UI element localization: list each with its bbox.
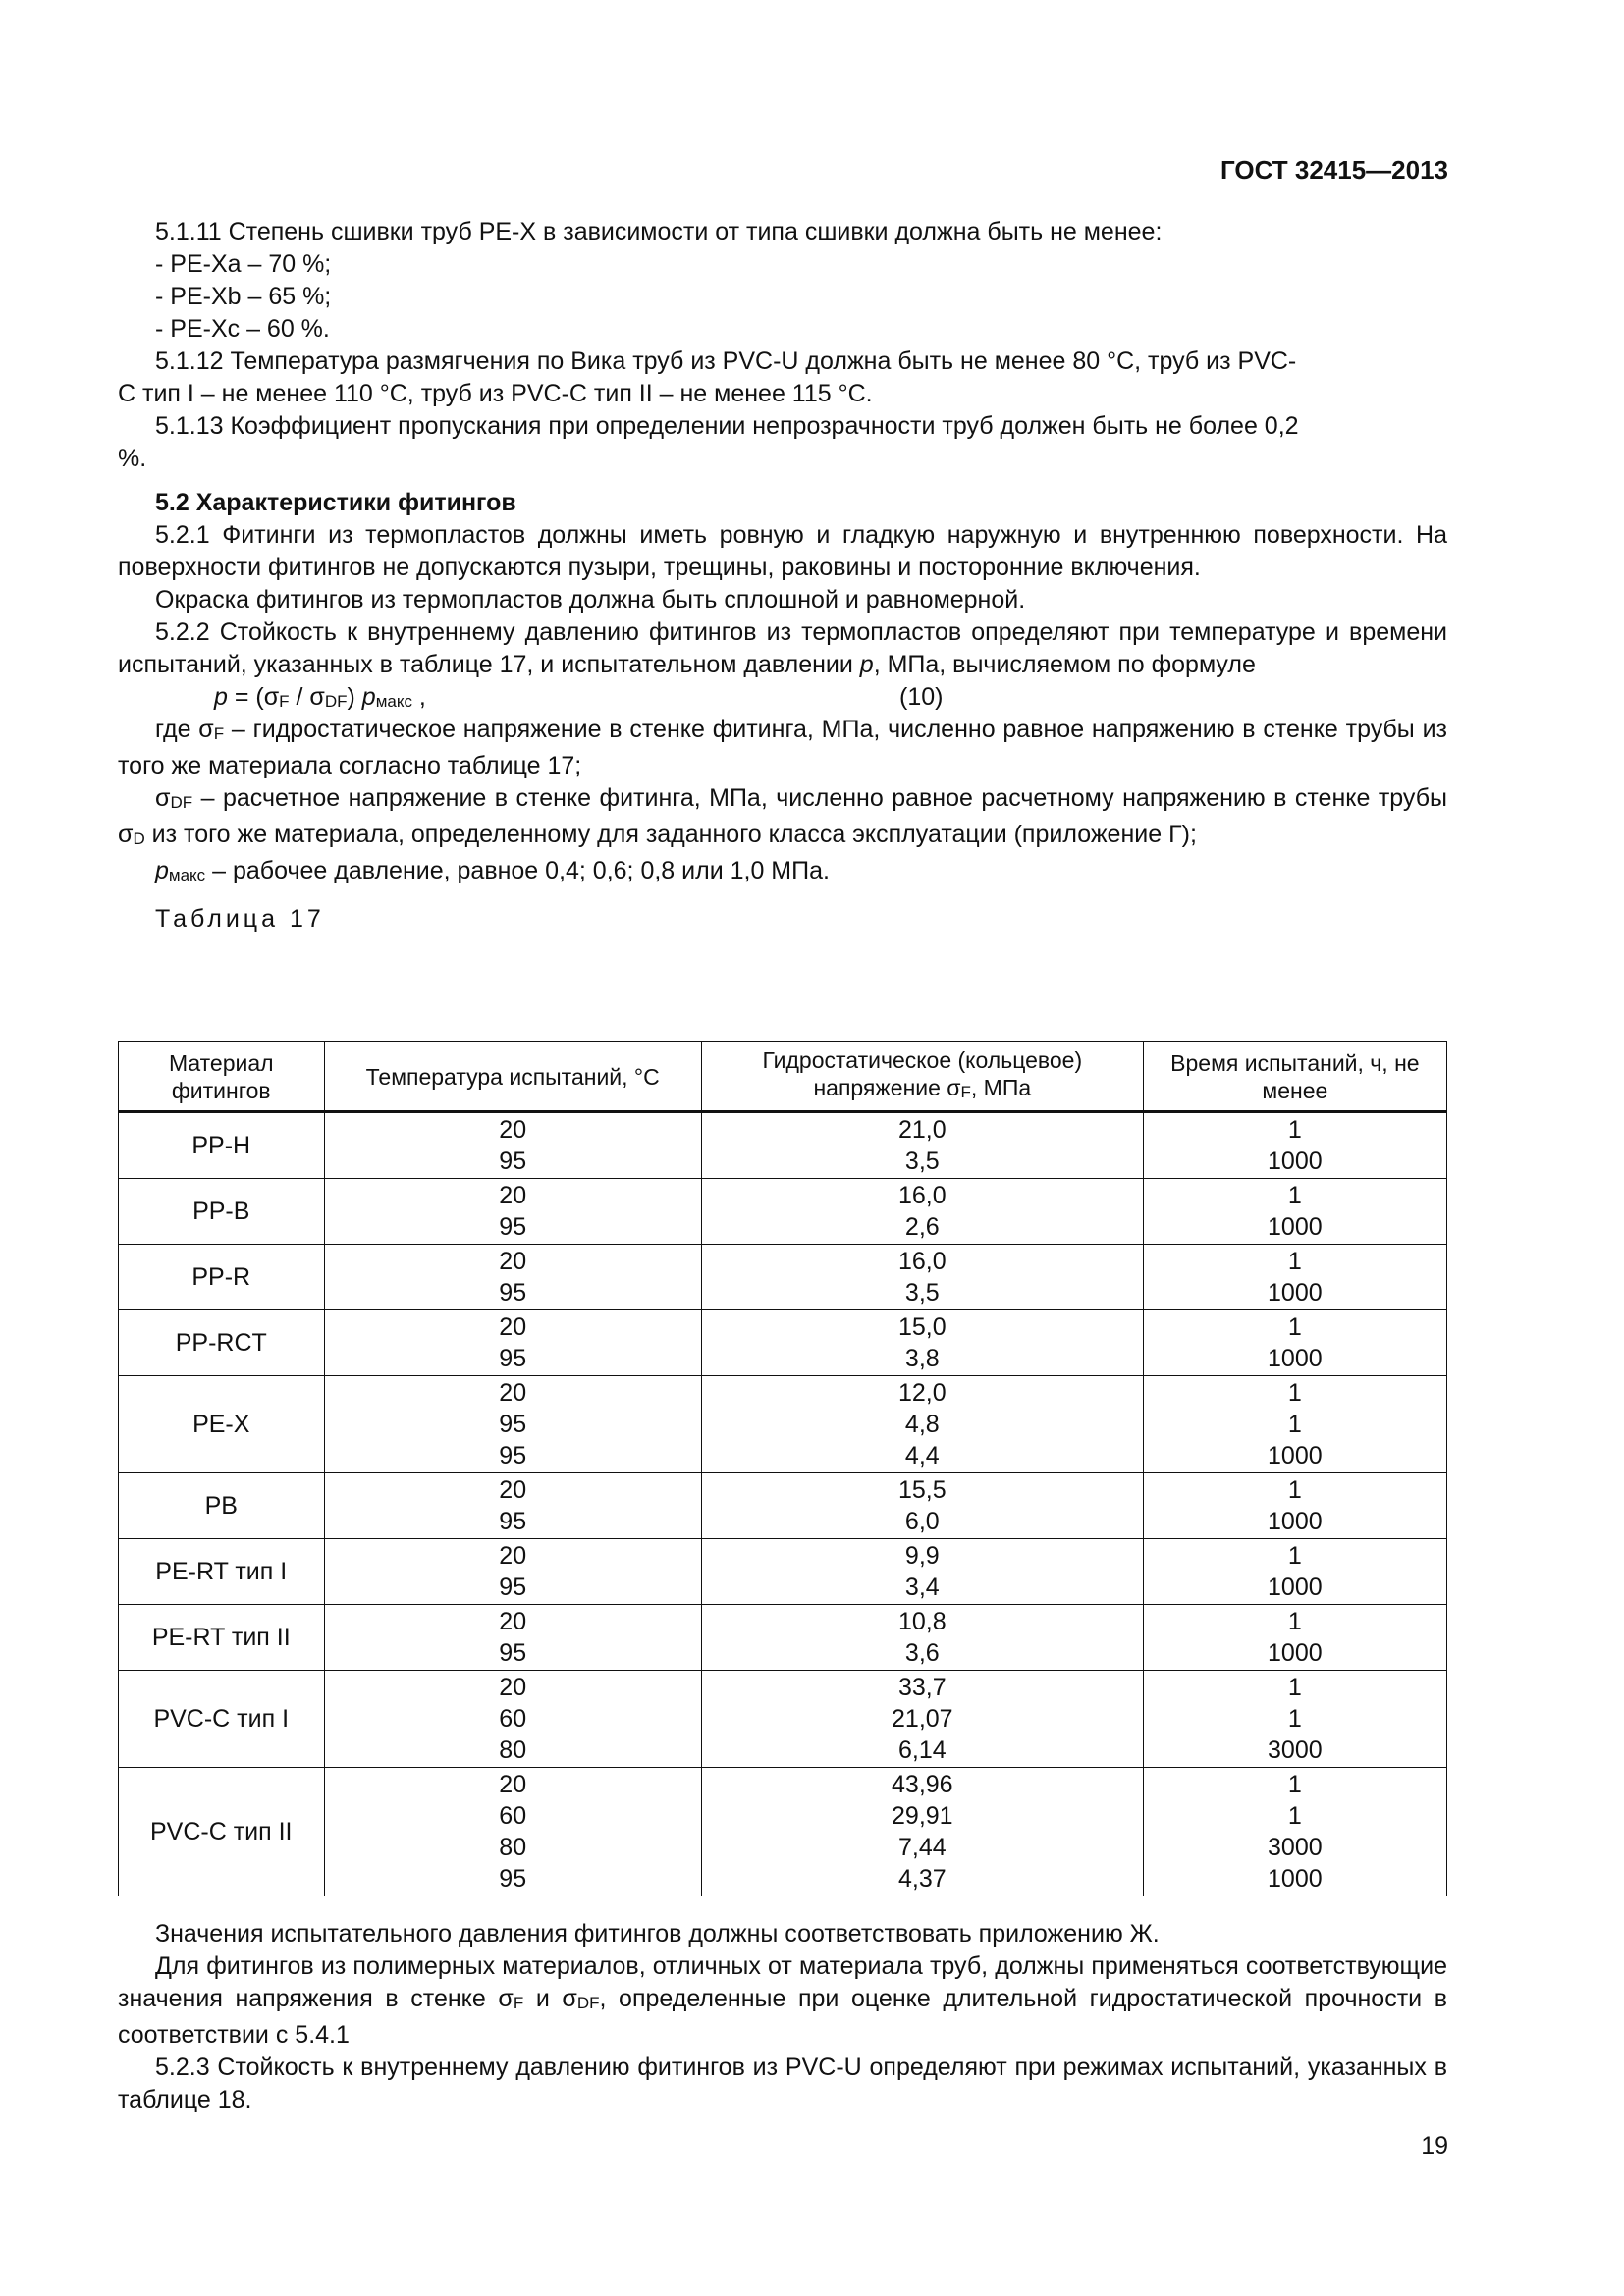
where-p-max: $p_{макс}$ – рабочее давление, равное 0,4; 0,6; 0,8 или 1,0 МПа. bbox=[155, 857, 830, 884]
cell-stress-value: 15,0 bbox=[897, 1313, 947, 1341]
cell-time bbox=[1143, 1539, 1446, 1605]
cell-stress-value: 4,37 bbox=[897, 1865, 947, 1893]
cell-time-value: 1000 bbox=[1268, 1508, 1323, 1535]
cell-stress-value: 43,96 bbox=[892, 1771, 953, 1798]
cell-time-value: 1000 bbox=[1268, 1345, 1323, 1372]
cell-stress-value: 6,0 bbox=[904, 1508, 940, 1535]
cell-temperature-value: 20 bbox=[499, 1116, 527, 1144]
cell-time-value: 1 bbox=[1287, 1248, 1302, 1275]
cell-temperature bbox=[324, 1768, 701, 1896]
cell-stress-value: 10,8 bbox=[897, 1608, 947, 1635]
table-row bbox=[119, 1768, 1447, 1896]
cell-time-value: 1 bbox=[1287, 1802, 1302, 1830]
cell-temperature-value: 95 bbox=[499, 1639, 527, 1667]
cell-temperature-value: 20 bbox=[499, 1313, 527, 1341]
cell-stress-value: 29,91 bbox=[892, 1802, 953, 1830]
table-body bbox=[119, 1112, 1447, 1896]
cell-temperature-value: 60 bbox=[499, 1705, 527, 1733]
cell-stress-value: 15,5 bbox=[897, 1476, 947, 1504]
section-5-1-12-line1: 5.1.12 Температура размягчения по Вика труб из PVC-U должна быть не менее 80 °С, труб из PVC- bbox=[155, 347, 1297, 375]
table-row bbox=[119, 1179, 1447, 1245]
cell-temperature bbox=[324, 1179, 701, 1245]
cell-temperature bbox=[324, 1605, 701, 1671]
cell-time-value: 1000 bbox=[1268, 1442, 1323, 1469]
cell-material: PVC-C тип I bbox=[119, 1671, 325, 1768]
section-5-2-2-text: 5.2.2 Стойкость к внутреннему давлению фитингов из термопластов определяют при температуре и времени испытаний, указанных в таблице 17, и испытательном давлении p, МПа, вычисляемом по формуле bbox=[118, 618, 1447, 678]
page-number: 19 bbox=[1421, 2132, 1448, 2160]
cell-temperature-value: 95 bbox=[499, 1345, 527, 1372]
table-row bbox=[119, 1310, 1447, 1376]
cell-stress-value: 3,4 bbox=[904, 1574, 940, 1601]
cell-time-value: 1000 bbox=[1268, 1213, 1323, 1241]
cell-temperature bbox=[324, 1112, 701, 1179]
cell-time-value: 1 bbox=[1287, 1411, 1302, 1438]
cell-time-value: 3000 bbox=[1268, 1736, 1323, 1764]
cell-stress bbox=[701, 1768, 1143, 1896]
section-5-1-11-intro: 5.1.11 Степень сшивки труб PE-X в зависимости от типа сшивки должна быть не менее: bbox=[155, 218, 1163, 245]
body-text-bottom bbox=[118, 1918, 1447, 2116]
where-sigma-f: где $\sigma_F$ – гидростатическое напряжение в стенке фитинга, МПа, численно равное напряжению в стенке трубы из того же материала согласно таблице 17; bbox=[118, 716, 1448, 779]
cell-stress-value: 33,7 bbox=[897, 1674, 947, 1701]
cell-time-value: 1 bbox=[1287, 1313, 1302, 1341]
cell-temperature-value: 60 bbox=[499, 1802, 527, 1830]
cell-time-value: 1 bbox=[1287, 1379, 1302, 1407]
section-5-1-13-line1: 5.1.13 Коэффициент пропускания при определении непрозрачности труб должен быть не более 0,2 bbox=[155, 412, 1299, 440]
formula-number: (10) bbox=[899, 683, 944, 711]
header-time: Время испытаний, ч, не менее bbox=[1143, 1042, 1446, 1112]
table-row bbox=[119, 1473, 1447, 1539]
cell-time-value: 1000 bbox=[1268, 1574, 1323, 1601]
cell-time bbox=[1143, 1310, 1446, 1376]
cell-stress bbox=[701, 1179, 1143, 1245]
cell-stress bbox=[701, 1539, 1143, 1605]
cell-time-value: 1 bbox=[1287, 1182, 1302, 1209]
formula-expression: $p = (\sigma_F / \sigma_{DF})$ $p_{макс}$ , bbox=[214, 683, 426, 711]
cell-stress bbox=[701, 1605, 1143, 1671]
cell-time bbox=[1143, 1179, 1446, 1245]
cell-temperature-value: 20 bbox=[499, 1476, 527, 1504]
list-item-pe-xb: - PE-Xb – 65 %; bbox=[155, 283, 332, 310]
cell-material: PVC-C тип II bbox=[119, 1768, 325, 1896]
cell-stress-value: 12,0 bbox=[897, 1379, 947, 1407]
cell-time-value: 1 bbox=[1287, 1608, 1302, 1635]
table-row bbox=[119, 1671, 1447, 1768]
section-5-2-3-text: 5.2.3 Стойкость к внутреннему давлению фитингов из PVC-U определяют при режимах испытаний, указанных в таблице 18. bbox=[118, 2054, 1447, 2113]
cell-temperature bbox=[324, 1376, 701, 1473]
cell-stress-value: 7,44 bbox=[897, 1834, 947, 1861]
body-text-top bbox=[118, 216, 1447, 935]
cell-time-value: 1 bbox=[1287, 1116, 1302, 1144]
cell-temperature-value: 95 bbox=[499, 1213, 527, 1241]
cell-stress-value: 16,0 bbox=[897, 1248, 947, 1275]
cell-temperature-value: 20 bbox=[499, 1771, 527, 1798]
cell-time-value: 1000 bbox=[1268, 1865, 1323, 1893]
cell-temperature-value: 95 bbox=[499, 1442, 527, 1469]
cell-material: PE-X bbox=[119, 1376, 325, 1473]
cell-temperature bbox=[324, 1671, 701, 1768]
section-5-2-1-text: 5.2.1 Фитинги из термопластов должны иметь ровную и гладкую наружную и внутреннюю поверхности. На поверхности фитингов не допускаются пузыри, трещины, раковины и посторонние включения. bbox=[118, 521, 1447, 581]
cell-stress-value: 16,0 bbox=[897, 1182, 947, 1209]
cell-temperature-value: 95 bbox=[499, 1279, 527, 1307]
cell-stress-value: 4,4 bbox=[904, 1442, 940, 1469]
header-material: Материал фитингов bbox=[119, 1042, 325, 1112]
cell-stress bbox=[701, 1671, 1143, 1768]
polymer-fittings-note: Для фитингов из полимерных материалов, отличных от материала труб, должны применяться соответствующие значения напряжения в стенке $\sigma_F$ и $\sigma_{DF}$, определенные при оценке длительной гидростатической прочности в соответствии с 5.4.1 bbox=[118, 1952, 1447, 2049]
formula-10 bbox=[118, 681, 1447, 714]
cell-stress-value: 21,0 bbox=[897, 1116, 947, 1144]
table-row bbox=[119, 1112, 1447, 1179]
cell-temperature-value: 20 bbox=[499, 1674, 527, 1701]
cell-temperature-value: 20 bbox=[499, 1248, 527, 1275]
cell-material: PB bbox=[119, 1473, 325, 1539]
section-5-1-12-line2: С тип I – не менее 110 °С, труб из PVC-С тип II – не менее 115 °С. bbox=[118, 380, 873, 407]
cell-time-value: 1000 bbox=[1268, 1279, 1323, 1307]
cell-stress bbox=[701, 1473, 1143, 1539]
cell-material: PP-H bbox=[119, 1112, 325, 1179]
cell-time bbox=[1143, 1112, 1446, 1179]
cell-stress-value: 2,6 bbox=[904, 1213, 940, 1241]
cell-temperature-value: 95 bbox=[499, 1574, 527, 1601]
cell-temperature-value: 20 bbox=[499, 1542, 527, 1570]
cell-temperature bbox=[324, 1473, 701, 1539]
cell-temperature-value: 20 bbox=[499, 1608, 527, 1635]
table-row bbox=[119, 1539, 1447, 1605]
cell-temperature-value: 80 bbox=[499, 1834, 527, 1861]
cell-time-value: 1 bbox=[1287, 1674, 1302, 1701]
cell-time-value: 1000 bbox=[1268, 1639, 1323, 1667]
cell-material: PP-B bbox=[119, 1179, 325, 1245]
cell-temperature bbox=[324, 1310, 701, 1376]
cell-temperature-value: 20 bbox=[499, 1379, 527, 1407]
table-row bbox=[119, 1376, 1447, 1473]
cell-temperature-value: 95 bbox=[499, 1508, 527, 1535]
cell-stress-value: 3,6 bbox=[904, 1639, 940, 1667]
cell-temperature-value: 95 bbox=[499, 1865, 527, 1893]
cell-time bbox=[1143, 1245, 1446, 1310]
cell-time-value: 1 bbox=[1287, 1705, 1302, 1733]
where-sigma-df: $\sigma_{DF}$ – расчетное напряжение в стенке фитинга, МПа, численно равное расчетному напряжению в стенке трубы $\sigma_D$ из того же материала, определенному для заданного класса эксплуатации (приложение Г); bbox=[118, 784, 1447, 848]
cell-stress bbox=[701, 1310, 1143, 1376]
section-5-2-heading: 5.2 Характеристики фитингов bbox=[155, 489, 516, 516]
cell-stress-value: 4,8 bbox=[904, 1411, 940, 1438]
cell-stress-value: 9,9 bbox=[904, 1542, 940, 1570]
cell-stress-value: 21,07 bbox=[892, 1705, 953, 1733]
cell-time bbox=[1143, 1473, 1446, 1539]
list-item-pe-xa: - PE-Xa – 70 %; bbox=[155, 250, 332, 278]
table-17 bbox=[118, 1041, 1447, 1896]
cell-temperature-value: 95 bbox=[499, 1411, 527, 1438]
cell-temperature-value: 95 bbox=[499, 1148, 527, 1175]
cell-material: PP-R bbox=[119, 1245, 325, 1310]
cell-material: PE-RT тип II bbox=[119, 1605, 325, 1671]
cell-temperature bbox=[324, 1245, 701, 1310]
cell-stress bbox=[701, 1112, 1143, 1179]
cell-material: PP-RCT bbox=[119, 1310, 325, 1376]
cell-stress bbox=[701, 1245, 1143, 1310]
cell-temperature-value: 20 bbox=[499, 1182, 527, 1209]
test-pressure-note: Значения испытательного давления фитингов должны соответствовать приложению Ж. bbox=[155, 1920, 1160, 1948]
cell-time-value: 3000 bbox=[1268, 1834, 1323, 1861]
section-5-2-1-coloring: Окраска фитингов из термопластов должна быть сплошной и равномерной. bbox=[155, 586, 1026, 614]
cell-time bbox=[1143, 1768, 1446, 1896]
cell-stress-value: 3,5 bbox=[904, 1148, 940, 1175]
cell-stress-value: 3,8 bbox=[904, 1345, 940, 1372]
doc-code-header: ГОСТ 32415—2013 bbox=[1220, 155, 1448, 185]
section-5-1-13-line2: %. bbox=[118, 445, 147, 472]
cell-stress-value: 3,5 bbox=[904, 1279, 940, 1307]
header-stress: Гидростатическое (кольцевое) напряжение $\sigma_F$, МПа bbox=[701, 1042, 1143, 1112]
cell-stress bbox=[701, 1376, 1143, 1473]
cell-time-value: 1 bbox=[1287, 1771, 1302, 1798]
list-item-pe-xc: - PE-Xc – 60 %. bbox=[155, 315, 330, 343]
cell-stress-value: 6,14 bbox=[897, 1736, 947, 1764]
cell-time bbox=[1143, 1671, 1446, 1768]
header-temperature: Температура испытаний, °С bbox=[324, 1042, 701, 1112]
table-row bbox=[119, 1605, 1447, 1671]
table-row bbox=[119, 1245, 1447, 1310]
cell-temperature bbox=[324, 1539, 701, 1605]
cell-time bbox=[1143, 1605, 1446, 1671]
table-header-row bbox=[119, 1042, 1447, 1112]
cell-time-value: 1 bbox=[1287, 1542, 1302, 1570]
cell-time-value: 1 bbox=[1287, 1476, 1302, 1504]
table-17-caption: Таблица 17 bbox=[155, 905, 325, 933]
cell-time bbox=[1143, 1376, 1446, 1473]
cell-material: PE-RT тип I bbox=[119, 1539, 325, 1605]
cell-time-value: 1000 bbox=[1268, 1148, 1323, 1175]
cell-temperature-value: 80 bbox=[499, 1736, 527, 1764]
